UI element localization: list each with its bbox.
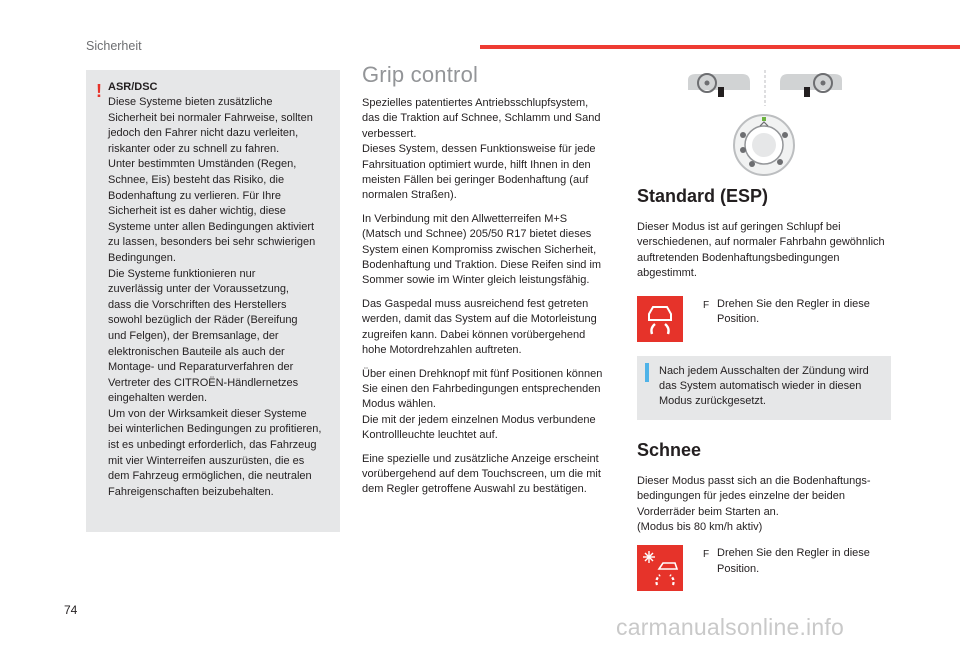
grip-control-knob-illustration — [680, 68, 850, 183]
warning-body: Diese Systeme bieten zusätzliche Sicherheit bei normaler Fahrweise, sollten jedoch den Fahrer nicht dazu verleiten, riskanter oder zu schnell zu fahren. Unter bestimmten Umständen (Regen, Schnee, Eis) besteht das Risiko, die Bodenhaftung zu verlieren. Für Ihre Sicherheit ist es daher wichtig, diese Systeme unter allen Bedingungen aktiviert zu lassen, besonders bei sehr schwierigen Bedingungen. Die Systeme funktionieren nur zuverlässig unter der Voraussetzung, dass die Vorschriften des Herstellers sowohl bezüglich der Räder (Bereifung und Felgen), der Bremsanlage, der elektronischen Bauteile als auch der Montage- und Reparaturverfahren der Vertreter des CITROËN-Händlernetzes eingehalten werden. Um von der Wirksamkeit dieser Systeme bei winterlichen Bedingungen zu profitieren, ist es unbedingt erforderlich, das Fahrzeug mit vier Winterreifen auszurüsten, die es dem Fahrzeug ermöglichen, die neutralen Fahreigenschaften beizubehalten. — [108, 96, 322, 498]
grip-paragraph-2: In Verbindung mit den Allwetterreifen M+S (Matsch und Schnee) 205/50 R17 bietet dieses System einen Kompromiss zwischen Sicherheit, Bodenhaftung und Traktion. Diese Reifen sind im Sommer sowie im Winter gleich leistungsfähig. — [362, 212, 602, 287]
standard-step-text: Drehen Sie den Regler in diese Position. — [717, 297, 870, 326]
header-accent-line — [480, 45, 960, 49]
grip-paragraph-4: Über einen Drehknopf mit fünf Positionen können Sie einen den Fahrbedingungen entsprechenden Modus wählen. Die mit der jedem einzelnen Modus verbundene Kontrollleuchte leuchtet auf. — [362, 367, 603, 442]
watermark: carmanualsonline.info — [616, 614, 844, 640]
standard-esp-road-icon — [637, 296, 683, 342]
snow-step-text: Drehen Sie den Regler in diese Position. — [717, 547, 870, 575]
grip-paragraph-1: Spezielles patentiertes Antriebsschlupfsystem, das die Traktion auf Schnee, Schlamm und Sand verbessert. Dieses System, dessen Funktionsweise für jede Fahrsituation optimiert wurde, hilft Ihnen in den meisten Fällen bei geringer Bodenhaftung (auf normalen Straßen). — [362, 97, 601, 202]
section-label: Sicherheit — [86, 39, 142, 53]
snow-title: Schnee — [637, 439, 702, 460]
info-icon — [645, 364, 649, 382]
grip-paragraph-3: Das Gaspedal muss ausreichend fest getreten werden, damit das System auf die Motorleistung zugreifen kann. Dabei können vorübergehend hohe Motordrehzahlen auftreten. — [362, 297, 597, 357]
steering-wheel-icon — [688, 74, 750, 97]
grip-control-knob-icon — [734, 115, 794, 175]
standard-body: Dieser Modus ist auf geringen Schlupf bei verschiedenen, auf normaler Fahrbahn gewöhnlich auftretenden Bodenhaftungsbedingungen abgestimmt. — [637, 221, 885, 280]
grip-control-title: Grip control — [362, 62, 479, 87]
grip-paragraph-5: Eine spezielle und zusätzliche Anzeige erscheint vorübergehend auf dem Touchscreen, um die mit dem Regler getroffene Auswahl zu bestätigen. — [362, 452, 601, 496]
info-box — [637, 356, 891, 420]
standard-title: Standard (ESP) — [637, 186, 769, 206]
warning-box — [86, 70, 340, 532]
step-bullet-icon: F — [703, 549, 710, 561]
info-text: Nach jedem Ausschalten der Zündung wird das System automatisch wieder in diesen Modus zurückgesetzt. — [659, 364, 869, 408]
grip-control-section — [362, 62, 610, 506]
snow-body: Dieser Modus passt sich an die Bodenhaftungs- bedingungen für jedes einzelne der beiden Vorderräder beim Starten an. (Modus bis 80 km/h aktiv) — [637, 474, 871, 534]
page-number: 74 — [64, 603, 78, 617]
modes-section — [637, 186, 893, 591]
snow-mode-icon — [637, 545, 683, 591]
warning-title: ASR/DSC — [108, 81, 158, 93]
warning-exclamation-icon: ! — [96, 81, 102, 101]
steering-wheel-icon — [780, 74, 842, 97]
step-bullet-icon: F — [703, 299, 710, 311]
snow-step — [637, 545, 893, 591]
standard-step — [637, 296, 893, 342]
